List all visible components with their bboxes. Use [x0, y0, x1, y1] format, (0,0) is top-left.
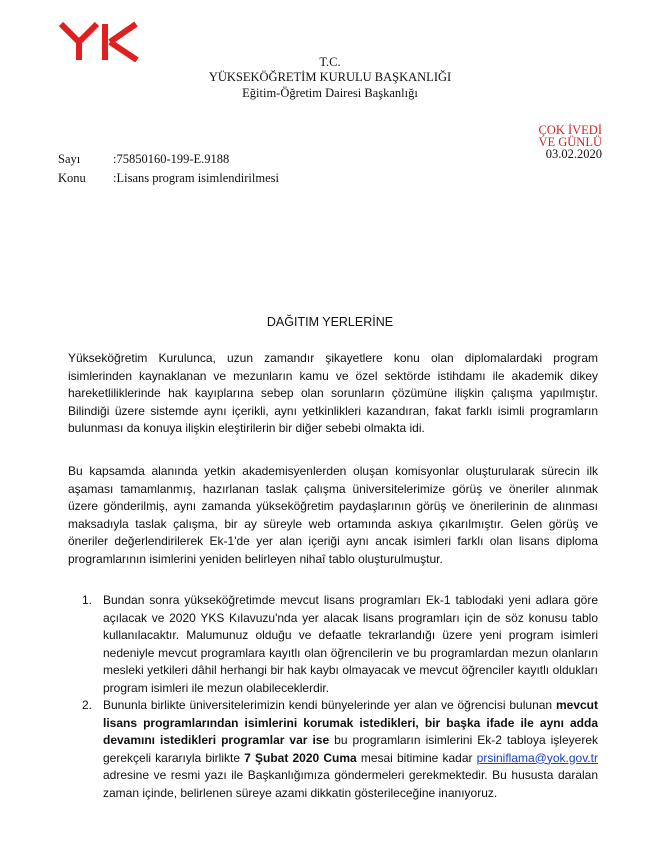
list-item: [68, 697, 598, 802]
list-item-text: Bununla birlikte üniversitelerimizin kendi bünyelerinde yer alan ve öğrencisi bulunan: [103, 698, 556, 712]
list-item-number: 1.: [82, 593, 93, 607]
list-item-text: bu programların isimlerini Ek-2 tabloya işleyerek gerekçeli kararıyla birlikte: [103, 733, 598, 765]
paragraph-2: Bu kapsamda alanında yetkin akademisyenlerden oluşan komisyonlar oluşturularak sürecin ilk aşaması tamamlanmış, hazırlanan taslak çalışma üniversitelerimize görüş ve öneriler alınmak üzere gönderilmiş, aynı zamanda yükseköğretim paydaşlarının görüş ve önerilerinin de alınması maksadıyla taslak çalışma, bir ay süreyle web ortamında askıya çıkarılmıştır. Gelen görüş ve öneriler değerlendirilerek Ek-1'de yer alan içeriği aynı ancak isimleri farklı olan lisans diploma programlarının isimlerini yeniden belirleyen nihaî tablo oluşturulmuştur.: [68, 464, 598, 566]
meta-sayi: [58, 152, 229, 167]
priority-block: [538, 124, 602, 160]
konu-value: :Lisans program isimlendirilmesi: [113, 171, 279, 185]
list-item-text: adresine ve resmi yazı ile Başkanlığımıza göndermeleri gerekmektedir. Bu hususta daralan zaman içinde, belirlenen süreye azami dikkatin gösterileceğine inanıyoruz.: [103, 768, 598, 800]
sayi-value: :75850160-199-E.9188: [113, 152, 230, 166]
sayi-label: Sayı: [58, 152, 81, 166]
email-link[interactable]: prsiniflama@yok.gov.tr: [476, 750, 598, 765]
document-date: 03.02.2020: [545, 147, 602, 161]
header-department: Eğitim-Öğretim Dairesi Başkanlığı: [242, 86, 418, 100]
list-item-text: Bundan sonra yükseköğretimde mevcut lisans programları Ek-1 tablodaki yeni adlara göre açılacak ve 2020 YKS Kılavuzu'nda yer alacak lisans programları için de söz konusu tablo kullanılacaktır. Malumunuz olduğu ve defaatle tekrarlandığı üzere yeni program isimleri nedeniyle mevcut programlara kayıtlı olan öğrencilerin ve bu programlardan mezun olanların mesleki yetkileri dâhil herhangi bir hak kaybı olmayacak ve mevcut öğrenciler kayıtlı oldukları program isimleri ile mezun olabileceklerdir.: [103, 593, 598, 695]
numbered-list: [68, 592, 598, 802]
header-tc: T.C.: [319, 55, 341, 69]
list-item-number: 2.: [82, 698, 93, 712]
priority-line1: ÇOK İVEDİ: [538, 123, 602, 137]
konu-label: Konu: [58, 171, 86, 185]
list-item-bold: mevcut lisans programlarından isimlerini korumak istedikleri, bir başka ifade ile aynı adda devamını istedikleri programlar var ise: [103, 698, 598, 747]
paragraph-1: Yükseköğretim Kurulunca, uzun zamandır şikayetlere konu olan diplomalardaki program isimlerinden kaynaklanan ve mezunların kamu ve özel sektörde istihdamı ile akademik dikey hareketliliklerinde hak kayıplarına sebep olan sorunların çözümüne ilişkin çalışma yapılmıştır. Bilindiği üzere sistemde aynı içerikli, aynı yetkinlikleri kazandıran, fakat farklı isimli programların bulunması da konuya ilişkin eleştirilerin bir diğer sebebi olmakta idi.: [68, 351, 598, 435]
list-item: [68, 592, 598, 697]
priority-line2: VE GÜNLÜ: [538, 135, 602, 149]
meta-konu: [58, 171, 279, 186]
recipient-heading: DAĞITIM YERLERİNE: [266, 315, 394, 329]
list-item-text: mesai bitimine kadar: [356, 750, 477, 765]
deadline-date: 7 Şubat 2020 Cuma: [244, 750, 357, 765]
header-institution: YÜKSEKÖĞRETİM KURULU BAŞKANLIĞI: [208, 70, 452, 84]
